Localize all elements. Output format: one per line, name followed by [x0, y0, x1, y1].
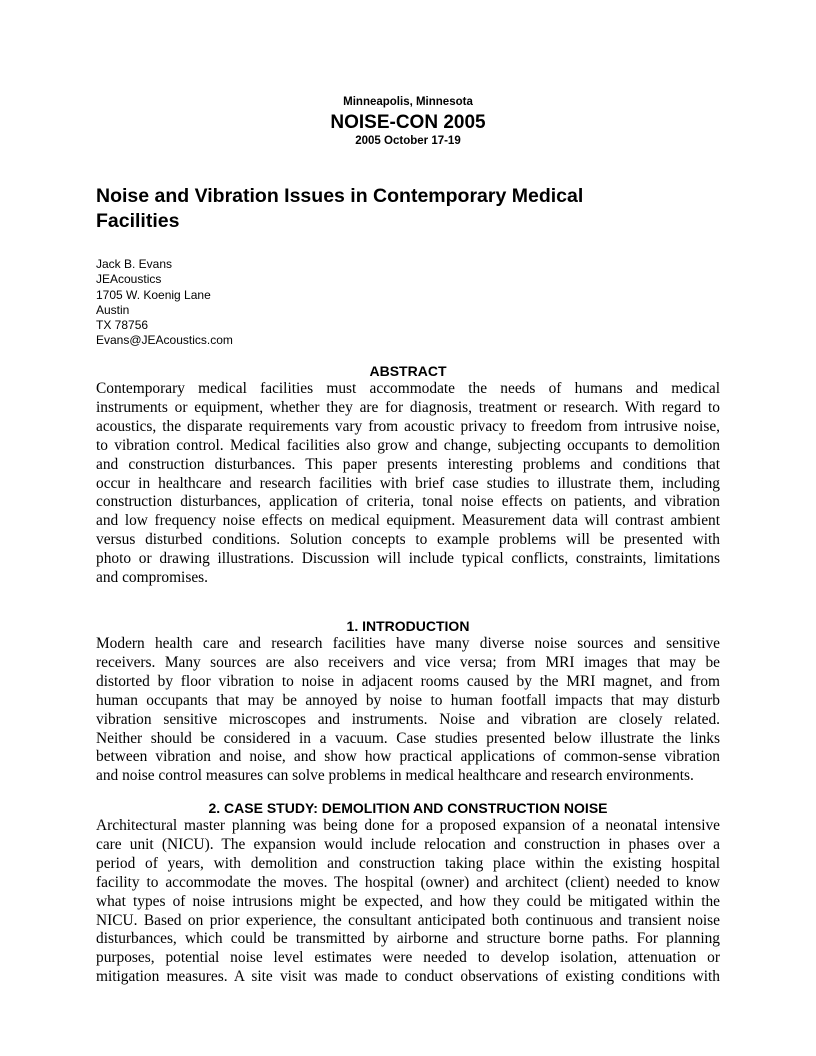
- paper-title-line: Facilities: [96, 210, 180, 232]
- text-line: and construction disturbances. This paper presents interesting problems and conditions that: [96, 455, 720, 473]
- text-line: occur in healthcare and research facilities with brief case studies to illustrate them, including: [96, 474, 720, 492]
- text-line: receivers. Many sources are also receivers and vice versa; from MRI images that may be: [96, 653, 720, 671]
- text-line: between vibration and noise, and show how practical applications of common-sense vibration: [96, 748, 720, 766]
- text-line: and low frequency noise effects on medical equipment. Measurement data will contrast ambient: [96, 512, 720, 530]
- text-line: construction disturbances, application of criteria, tonal noise effects on patients, and vibration: [96, 493, 720, 511]
- author-street: 1705 W. Koenig Lane: [96, 287, 211, 302]
- conference-date: 2005 October 17-19: [355, 135, 461, 147]
- text-line: and noise control measures can solve problems in medical healthcare and research environments.: [96, 767, 694, 785]
- text-line: what types of noise intrusions might be expected, and how they could be mitigated within the: [96, 892, 720, 910]
- text-line: mitigation measures. A site visit was made to conduct observations of existing conditions with: [96, 968, 720, 986]
- conference-location: Minneapolis, Minnesota: [343, 96, 473, 108]
- paper-title: [96, 184, 720, 234]
- abstract-body: [96, 380, 720, 588]
- text-line: Modern health care and research facilities have many diverse noise sources and sensitive: [96, 635, 720, 652]
- text-line: Neither should be considered in a vacuum. Case studies presented below illustrate the links: [96, 729, 720, 747]
- conference-name: NOISE-CON 2005: [330, 112, 486, 133]
- text-line: vibration sensitive microscopes and instruments. Noise and vibration are closely related.: [96, 710, 720, 728]
- text-line: facility to accommodate the moves. The hospital (owner) and architect (client) needed to know: [96, 873, 720, 891]
- text-line: disturbances, which could be transmitted by airborne and structure borne paths. For planning: [96, 930, 720, 948]
- case-study-heading: 2. CASE STUDY: DEMOLITION AND CONSTRUCTION NOISE: [208, 800, 608, 816]
- text-line: and compromises.: [96, 569, 208, 587]
- introduction-heading: 1. INTRODUCTION: [346, 618, 470, 634]
- abstract-heading: ABSTRACT: [369, 363, 447, 379]
- author-block: [96, 257, 496, 349]
- case-study-body: [96, 817, 720, 987]
- text-line: care unit (NICU). The expansion would include relocation and construction in phases over a: [96, 835, 720, 853]
- text-line: purposes, potential noise level estimates were needed to develop isolation, attenuation or: [96, 949, 720, 967]
- text-line: instruments or equipment, whether they are for diagnosis, treatment or research. With regard to: [96, 398, 720, 416]
- text-line: NICU. Based on prior experience, the consultant anticipated both continuous and transient noise: [96, 911, 720, 929]
- text-line: Contemporary medical facilities must accommodate the needs of humans and medical: [96, 380, 720, 397]
- text-line: distorted by floor vibration to noise in adjacent rooms caused by the MRI magnet, and from: [96, 672, 720, 690]
- author-state-zip: TX 78756: [96, 318, 149, 333]
- author-affiliation: JEAcoustics: [96, 272, 162, 287]
- text-line: photo or drawing illustrations. Discussion will include typical conflicts, constraints, limitations: [96, 550, 720, 568]
- author-name: Jack B. Evans: [96, 257, 173, 271]
- paper-title-line: Noise and Vibration Issues in Contemporary Medical: [96, 185, 584, 207]
- text-line: acoustics, the disparate requirements vary from acoustic privacy to freedom from intrusive noise,: [96, 417, 720, 435]
- text-line: period of years, with demolition and construction taking place within the existing hospital: [96, 854, 720, 872]
- text-line: versus disturbed conditions. Solution concepts to example problems will be presented with: [96, 531, 720, 549]
- text-line: Architectural master planning was being done for a proposed expansion of a neonatal intensive: [96, 817, 720, 834]
- author-email: Evans@JEAcoustics.com: [96, 333, 233, 348]
- introduction-body: [96, 635, 720, 786]
- text-line: human occupants that may be annoyed by noise to human footfall impacts that may disturb: [96, 691, 720, 709]
- text-line: to vibration control. Medical facilities also grow and change, subjecting occupants to demolition: [96, 436, 720, 454]
- author-city: Austin: [96, 302, 130, 317]
